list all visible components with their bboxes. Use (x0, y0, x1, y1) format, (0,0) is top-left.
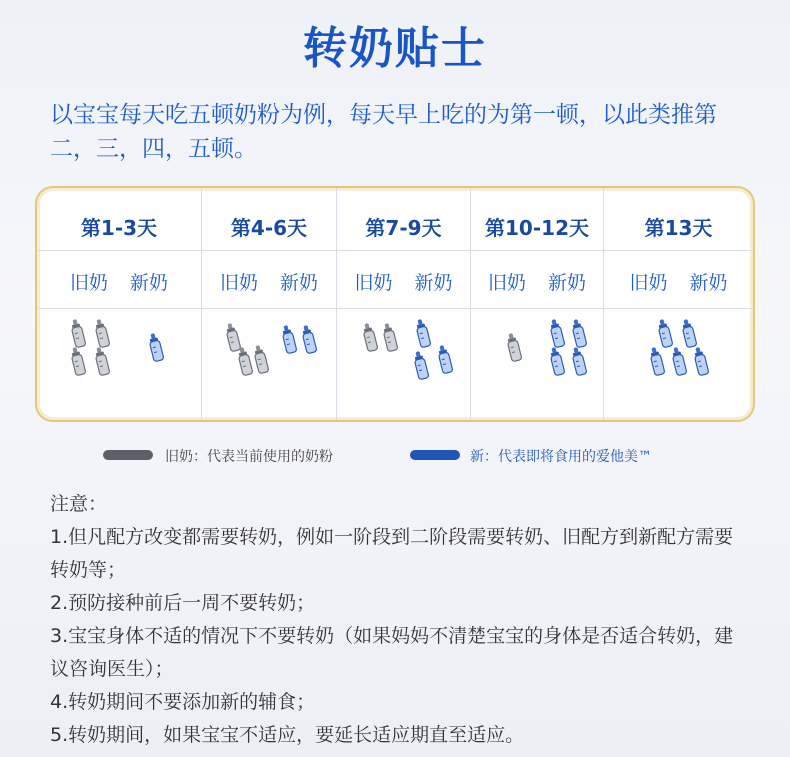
bottle-group (471, 308, 603, 408)
old-milk-bottle-icon (358, 322, 381, 355)
intro-text: 以宝宝每天吃五顿奶粉为例，每天早上吃的为第一顿，以此类推第二，三，四，五顿。 (50, 102, 717, 162)
old-milk-label: 旧奶 (487, 272, 526, 294)
stage-label: 第10-12天 (485, 216, 589, 240)
stage-column (471, 188, 604, 420)
old-milk-label: 旧奶 (354, 272, 393, 294)
bottle-group (337, 308, 470, 408)
legend-old-swatch (103, 450, 153, 460)
stage-column (202, 188, 337, 420)
legend-old-text: 旧奶：代表当前使用的奶粉 (165, 449, 333, 465)
stage-label: 第4-6天 (230, 216, 308, 240)
transition-table (35, 186, 755, 422)
notes-section (50, 488, 750, 752)
legend (0, 444, 790, 468)
bottle-group (37, 308, 201, 408)
new-milk-bottle-icon (645, 346, 668, 379)
new-milk-label: 新奶 (548, 272, 587, 294)
page-title: 转奶贴士 (303, 23, 487, 74)
stage-column (37, 188, 202, 420)
old-milk-label: 旧奶 (629, 272, 668, 294)
stage-column (604, 188, 753, 420)
stage-label: 第13天 (644, 216, 713, 240)
new-milk-label: 新奶 (689, 272, 728, 294)
old-milk-bottle-icon (378, 322, 401, 355)
note-item: 1.但凡配方改变都需要转奶，例如一阶段到二阶段需要转奶、旧配方到新配方需要转奶等； (50, 526, 734, 581)
new-milk-bottle-icon (545, 346, 568, 379)
new-milk-bottle-icon (667, 346, 690, 379)
stage-label: 第1-3天 (80, 216, 158, 240)
new-milk-bottle-icon (689, 346, 712, 379)
new-milk-bottle-icon (410, 350, 433, 383)
bottle-group (202, 308, 336, 408)
new-milk-label: 新奶 (414, 272, 453, 294)
legend-new-swatch (410, 450, 460, 460)
new-milk-bottle-icon (434, 344, 457, 377)
stage-column (337, 188, 471, 420)
note-item: 4.转奶期间不要添加新的辅食； (50, 691, 316, 713)
notes-heading: 注意： (50, 493, 108, 515)
bottle-group (604, 308, 753, 408)
note-item: 5.转奶期间，如果宝宝不适应，要延长适应期直至适应。 (50, 724, 525, 746)
legend-new-text: 新：代表即将食用的爱他美™ (470, 449, 652, 465)
new-milk-bottle-icon (298, 324, 321, 357)
old-milk-label: 旧奶 (69, 272, 108, 294)
new-milk-bottle-icon (567, 346, 590, 379)
stage-label: 第7-9天 (365, 216, 442, 240)
old-milk-bottle-icon (502, 332, 525, 365)
new-milk-label: 新奶 (280, 272, 319, 294)
note-item: 3.宝宝身体不适的情况下不要转奶（如果妈妈不清楚宝宝的身体是否适合转奶，建议咨询医生）； (50, 625, 734, 680)
new-milk-bottle-icon (412, 318, 435, 351)
note-item: 2.预防接种前后一周不要转奶； (50, 592, 316, 614)
old-milk-bottle-icon (66, 346, 89, 379)
old-milk-bottle-icon (90, 346, 113, 379)
new-milk-bottle-icon (144, 332, 167, 365)
new-milk-label: 新奶 (130, 272, 169, 294)
old-milk-label: 旧奶 (219, 272, 258, 294)
